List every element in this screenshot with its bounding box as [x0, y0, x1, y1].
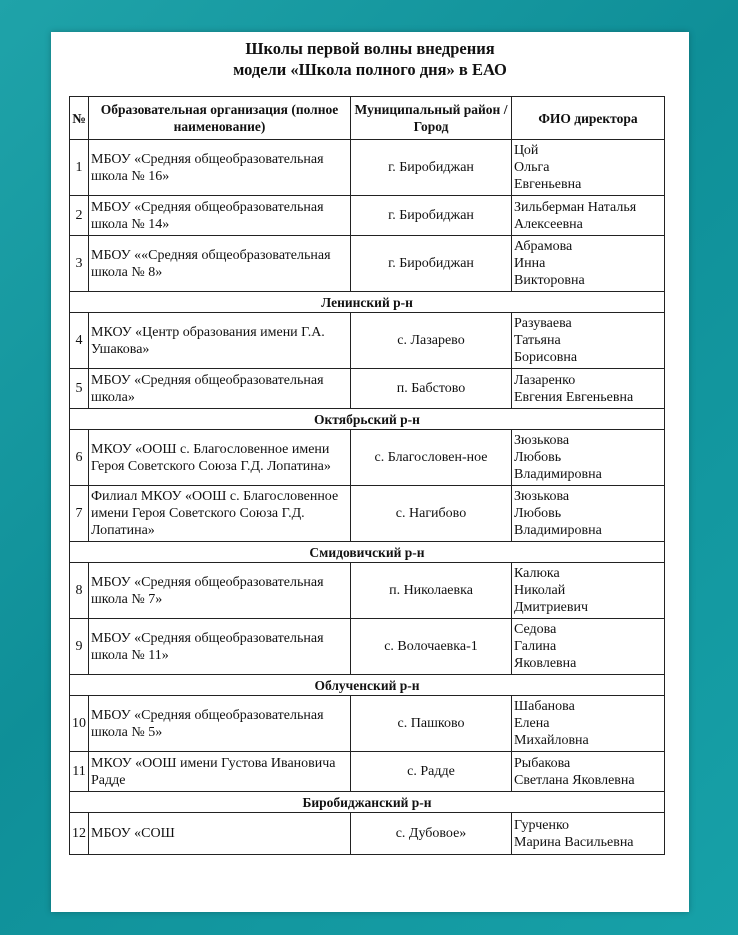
director-line: Галина — [514, 639, 557, 654]
row-org: МКОУ «Центр образования имени Г.А. Ушакова» — [89, 313, 351, 369]
row-director — [512, 619, 665, 675]
row-org: МКОУ «ООШ имени Густова Ивановича Радде — [89, 752, 351, 792]
row-org: МБОУ «Средняя общеобразовательная школа № 7» — [89, 563, 351, 619]
director-line: Светлана Яковлевна — [514, 772, 635, 788]
director-line: Зюзькова — [514, 489, 570, 504]
region-label: Смидовичский р-н — [70, 542, 665, 563]
director-line: Михайловна — [514, 733, 589, 748]
region-row — [70, 409, 665, 430]
row-org: МБОУ ««Средняя общеобразовательная школа № 8» — [89, 236, 351, 292]
schools-table — [69, 96, 665, 855]
director-line: Рыбакова — [514, 755, 571, 771]
row-num: 6 — [70, 430, 89, 486]
row-town: с. Лазарево — [351, 313, 512, 369]
row-num: 11 — [70, 752, 89, 792]
row-director — [512, 369, 665, 409]
row-town: п. Бабстово — [351, 369, 512, 409]
row-num: 9 — [70, 619, 89, 675]
row-num: 7 — [70, 486, 89, 542]
header-director: ФИО директора — [512, 97, 665, 140]
director-line: Владимировна — [514, 523, 602, 538]
row-director — [512, 752, 665, 792]
row-org: МКОУ «ООШ с. Благословенное имени Героя Советского Союза Г.Д. Лопатина» — [89, 430, 351, 486]
table-row — [70, 696, 665, 752]
row-num: 2 — [70, 196, 89, 236]
header-num: № — [70, 97, 89, 140]
row-num: 8 — [70, 563, 89, 619]
table-row — [70, 813, 665, 855]
table-row — [70, 752, 665, 792]
region-label: Октябрьский р-н — [70, 409, 665, 430]
director-line: Цой — [514, 143, 539, 158]
page-title — [51, 38, 689, 80]
row-town: г. Биробиджан — [351, 236, 512, 292]
row-town: с. Радде — [351, 752, 512, 792]
director-line: Викторовна — [514, 273, 585, 288]
director-line: Любовь — [514, 450, 562, 465]
row-town: с. Пашково — [351, 696, 512, 752]
director-line: Разуваева — [514, 316, 572, 331]
table-row — [70, 196, 665, 236]
director-line: Евгения Евгеньевна — [514, 389, 634, 405]
table-row — [70, 140, 665, 196]
document-page — [51, 32, 689, 912]
header-org: Образовательная организация (полное наименование) — [89, 97, 351, 140]
row-num: 1 — [70, 140, 89, 196]
director-line: Инна — [514, 256, 546, 271]
director-line: Дмитриевич — [514, 600, 589, 615]
region-row — [70, 542, 665, 563]
title-line-2: модели «Школа полного дня» в ЕАО — [233, 60, 507, 79]
row-director — [512, 140, 665, 196]
region-row — [70, 675, 665, 696]
director-line: Яковлевна — [514, 656, 577, 671]
region-label: Ленинский р-н — [70, 292, 665, 313]
director-line: Калюка — [514, 566, 560, 581]
table-row — [70, 430, 665, 486]
table-row — [70, 313, 665, 369]
director-line: Евгеньевна — [514, 177, 582, 192]
director-line: Марина Васильевна — [514, 834, 634, 850]
table-row — [70, 236, 665, 292]
region-row — [70, 792, 665, 813]
row-town: п. Николаевка — [351, 563, 512, 619]
row-director — [512, 430, 665, 486]
row-director — [512, 696, 665, 752]
director-line: Владимировна — [514, 467, 602, 482]
director-line: Алексеевна — [514, 216, 583, 232]
director-line: Зильберман Наталья — [514, 199, 637, 215]
director-line: Татьяна — [514, 333, 561, 348]
row-org: МБОУ «Средняя общеобразовательная школа № 5» — [89, 696, 351, 752]
row-org: МБОУ «СОШ — [89, 813, 351, 855]
table-header-row — [70, 97, 665, 140]
row-town: г. Биробиджан — [351, 196, 512, 236]
row-town: г. Биробиджан — [351, 140, 512, 196]
director-line: Елена — [514, 716, 550, 731]
row-town: с. Дубовое» — [351, 813, 512, 855]
row-org: МБОУ «Средняя общеобразовательная школа» — [89, 369, 351, 409]
region-label: Биробиджанский р-н — [70, 792, 665, 813]
table-row — [70, 619, 665, 675]
director-line: Седова — [514, 622, 557, 637]
director-line: Зюзькова — [514, 433, 570, 448]
header-district: Муниципальный район / Город — [351, 97, 512, 140]
table-row — [70, 563, 665, 619]
row-org: Филиал МКОУ «ООШ с. Благословенное имени Героя Советского Союза Г.Д. Лопатина» — [89, 486, 351, 542]
row-num: 12 — [70, 813, 89, 855]
row-director — [512, 486, 665, 542]
row-director — [512, 563, 665, 619]
row-org: МБОУ «Средняя общеобразовательная школа № 11» — [89, 619, 351, 675]
row-num: 10 — [70, 696, 89, 752]
row-director — [512, 196, 665, 236]
director-line: Шабанова — [514, 699, 575, 714]
director-line: Борисовна — [514, 350, 578, 365]
row-director — [512, 313, 665, 369]
row-num: 4 — [70, 313, 89, 369]
director-line: Лазаренко — [514, 372, 576, 388]
row-num: 3 — [70, 236, 89, 292]
director-line: Николай — [514, 583, 566, 598]
director-line: Любовь — [514, 506, 562, 521]
director-line: Гурченко — [514, 817, 570, 833]
row-town: с. Благословен-ное — [351, 430, 512, 486]
table-row — [70, 369, 665, 409]
title-line-1: Школы первой волны внедрения — [245, 39, 495, 58]
table-row — [70, 486, 665, 542]
region-label: Облученский р-н — [70, 675, 665, 696]
region-row — [70, 292, 665, 313]
row-org: МБОУ «Средняя общеобразовательная школа № 14» — [89, 196, 351, 236]
row-org: МБОУ «Средняя общеобразовательная школа № 16» — [89, 140, 351, 196]
director-line: Абрамова — [514, 239, 573, 254]
director-line: Ольга — [514, 160, 550, 175]
row-director — [512, 236, 665, 292]
row-town: с. Нагибово — [351, 486, 512, 542]
row-num: 5 — [70, 369, 89, 409]
row-town: с. Волочаевка-1 — [351, 619, 512, 675]
row-director — [512, 813, 665, 855]
